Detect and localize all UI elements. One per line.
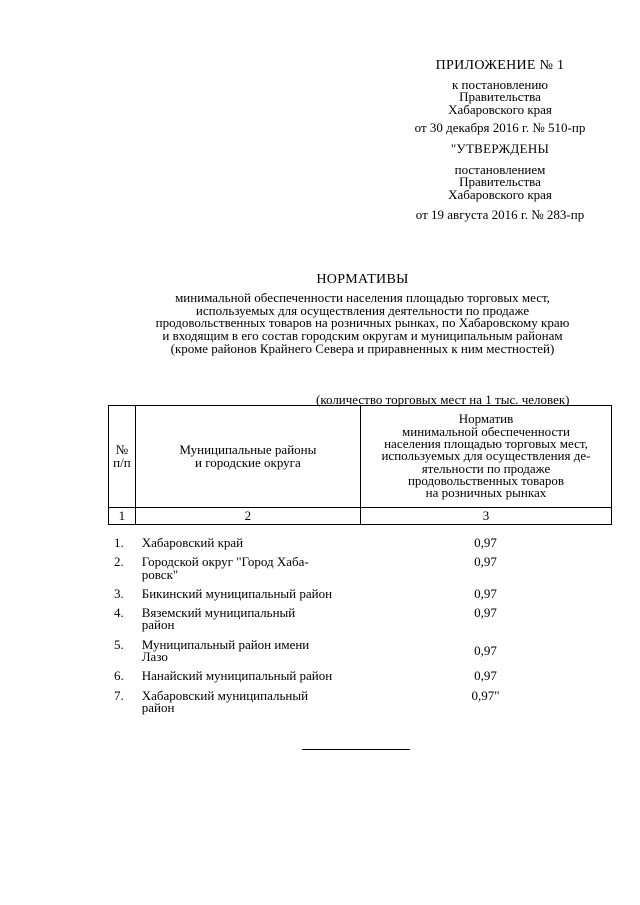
approved-title: "УТВЕРЖДЕНЫ [450, 141, 550, 156]
row-number: 2. [114, 554, 124, 570]
row-value: 0,97 [474, 535, 497, 550]
approved-line: Правительства [459, 174, 541, 189]
header-norm-line: минимальной обеспеченности [402, 423, 570, 439]
row-district-line: ровск" [141, 566, 179, 582]
table-row [108, 607, 612, 632]
unit-note: (количество торговых мест на 1 тыс. человек) [316, 392, 570, 407]
header-norm-line: используемых для осуществления де- [381, 448, 591, 464]
row-district-line: Городской округ "Город Хаба- [141, 554, 309, 570]
row-district-line: Хабаровский край [141, 535, 244, 550]
header-norm-line: на розничных рынках [425, 485, 547, 501]
row-number: 1. [114, 535, 124, 550]
table-row [108, 537, 612, 549]
approved-date: от 19 августа 2016 г. № 283-пр [415, 207, 585, 222]
table-row [108, 636, 612, 665]
norms-table-body [108, 537, 612, 714]
row-district [136, 585, 359, 601]
row-value: 0,97 [474, 642, 497, 658]
row-number: 4. [114, 605, 124, 621]
appendix-line: Хабаровского края [448, 101, 552, 117]
header-norm-line: населения площадью торговых мест, [384, 436, 588, 452]
row-number: 5. [114, 636, 124, 652]
column-number-2: 2 [135, 508, 360, 525]
table-row [108, 670, 612, 682]
table-row [108, 556, 612, 581]
row-number: 6. [114, 668, 124, 684]
subheading-line: продовольственных товаров на розничных рынках, по Хабаровскому краю [155, 315, 570, 331]
document-heading: НОРМАТИВЫ [316, 272, 409, 287]
header-norm-line: Норматив [458, 411, 514, 427]
appendix-title: ПРИЛОЖЕНИЕ № 1 [435, 58, 565, 73]
approved-line: постановлением [454, 161, 546, 177]
appendix-line: Правительства [459, 89, 541, 104]
header-district-line: Муниципальные районы [179, 442, 317, 458]
header-norm-line: ятельности по продаже [421, 460, 551, 476]
document-subheading [100, 292, 625, 356]
appendix-line: к постановлению [451, 76, 549, 92]
row-value: 0,97 [474, 585, 497, 601]
row-district [136, 556, 359, 581]
header-norm-line: продовольственных товаров [407, 472, 564, 488]
row-value: 0,97 [474, 668, 497, 684]
row-district-line: Хабаровский муниципальный [141, 687, 309, 703]
row-number: 7. [114, 687, 124, 703]
row-district [136, 607, 359, 632]
row-district [136, 687, 359, 715]
table-row [108, 687, 612, 715]
appendix-block [380, 60, 620, 135]
row-value: 0,97 [474, 605, 497, 621]
row-district-line: Лазо [141, 649, 168, 665]
header-norm [360, 406, 611, 508]
row-district-line: район [141, 617, 175, 633]
header-number-line: п/п [113, 454, 131, 470]
header-number [109, 406, 136, 508]
row-value: 0,97" [471, 687, 500, 703]
column-number-3: 3 [360, 508, 611, 525]
row-district [136, 670, 359, 682]
header-district-line: и городские округа [194, 454, 301, 470]
row-district-line: Нанайский муниципальный район [141, 668, 333, 684]
row-district [136, 636, 359, 665]
appendix-date: от 30 декабря 2016 г. № 510-пр [414, 120, 586, 135]
row-district [136, 537, 359, 549]
row-district-line: район [141, 699, 175, 715]
header-district [135, 406, 360, 508]
row-number: 3. [114, 585, 124, 601]
row-district-line: Бикинский муниципальный район [141, 585, 333, 601]
norms-table-header [108, 405, 612, 525]
approved-line: Хабаровского края [448, 186, 552, 202]
column-number-1: 1 [109, 508, 136, 525]
footer-divider [302, 749, 410, 750]
subheading-line: используемых для осуществления деятельности по продаже [195, 302, 530, 318]
row-district-line: Вяземский муниципальный [141, 605, 296, 621]
subheading-line: минимальной обеспеченности населения площадью торговых мест, [175, 290, 550, 305]
header-number-line: № [115, 442, 129, 458]
approved-block [380, 143, 620, 222]
row-district-line: Муниципальный район имени [141, 636, 310, 652]
row-value: 0,97 [474, 554, 497, 570]
subheading-line: и входящим в его состав городским округам и муниципальным районам [162, 328, 563, 344]
subheading-line: (кроме районов Крайнего Севера и приравненных к ним местностей) [170, 340, 555, 356]
table-row [108, 585, 612, 601]
